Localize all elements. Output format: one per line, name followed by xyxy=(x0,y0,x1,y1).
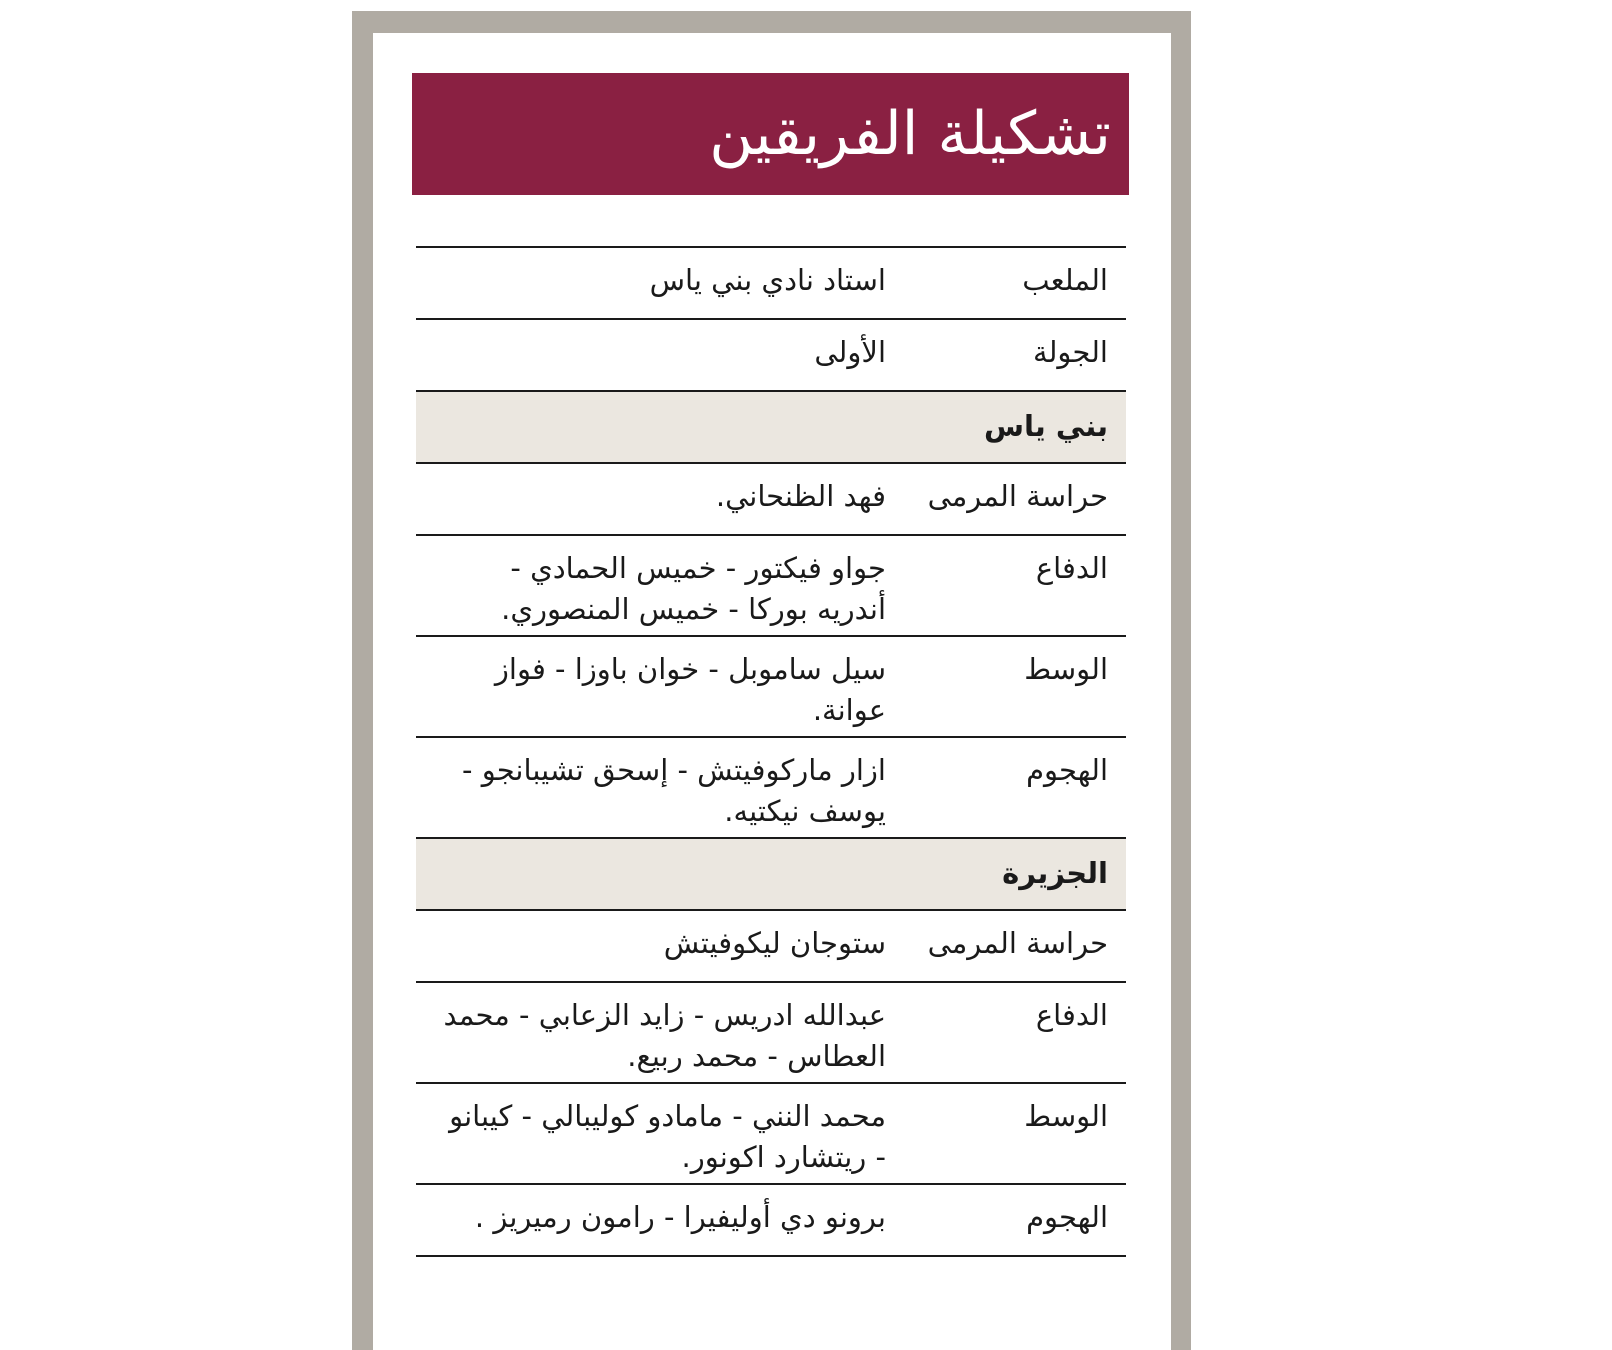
players-value: ستوجان ليكوفيتش xyxy=(663,926,886,960)
info-row-round xyxy=(416,320,1126,392)
lineup-row-midfield xyxy=(416,1084,1126,1185)
position-label: الدفاع xyxy=(1035,551,1108,585)
position-label: حراسة المرمى xyxy=(927,926,1108,960)
players-value: سيل ساموبل - خوان باوزا - فواز عوانة. xyxy=(494,652,886,727)
info-label: الملعب xyxy=(1022,263,1108,297)
lineup-row-defense xyxy=(416,536,1126,637)
position-label: الهجوم xyxy=(1026,1200,1108,1234)
players-value: عبدالله ادريس - زايد الزعابي - محمد العطاس - محمد ربيع. xyxy=(443,998,886,1073)
lineup-table xyxy=(416,246,1126,1257)
team-name: الجزيرة xyxy=(1002,856,1108,890)
lineup-row-attack xyxy=(416,1185,1126,1257)
players-value: فهد الظنحاني. xyxy=(715,479,886,513)
info-label: الجولة xyxy=(1033,335,1108,369)
team-name: بني ياس xyxy=(984,409,1108,443)
lineup-row-midfield xyxy=(416,637,1126,738)
lineup-row-goalkeeper xyxy=(416,911,1126,983)
info-row-stadium xyxy=(416,248,1126,320)
page-title: تشكيلة الفريقين xyxy=(709,99,1111,169)
lineup-row-defense xyxy=(416,983,1126,1084)
players-value: محمد النني - مامادو كوليبالي - كيبانو - ريتشارد اكونور. xyxy=(449,1099,886,1174)
lineup-row-attack xyxy=(416,738,1126,839)
position-label: الدفاع xyxy=(1035,998,1108,1032)
title-bar xyxy=(412,73,1129,195)
players-value: برونو دي أوليفيرا - رامون رميريز . xyxy=(474,1200,886,1234)
position-label: الوسط xyxy=(1024,1099,1108,1133)
position-label: الهجوم xyxy=(1026,753,1108,787)
lineup-row-goalkeeper xyxy=(416,464,1126,536)
position-label: الوسط xyxy=(1024,652,1108,686)
players-value: جواو فيكتور - خميس الحمادي - أندريه بوركا - خميس المنصوري. xyxy=(501,551,886,626)
info-value: استاد نادي بني ياس xyxy=(649,263,886,297)
team-header-bani-yas xyxy=(416,392,1126,464)
players-value: ازار ماركوفيتش - إسحق تشيبانجو - يوسف نيكتيه. xyxy=(462,753,886,828)
position-label: حراسة المرمى xyxy=(927,479,1108,513)
info-value: الأولى xyxy=(814,335,886,369)
team-header-al-jazira xyxy=(416,839,1126,911)
